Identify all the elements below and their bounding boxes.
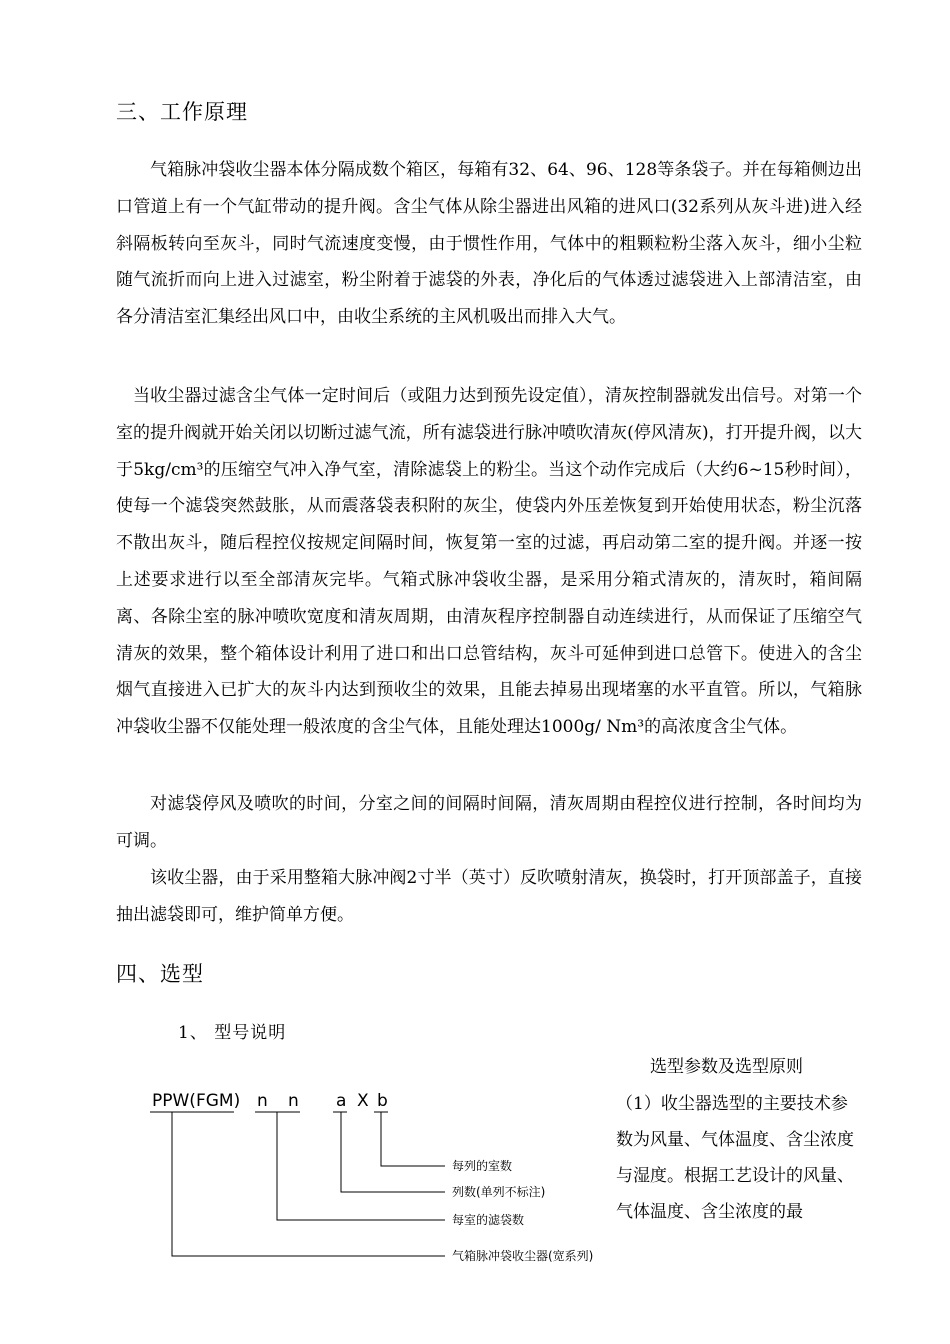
section-3-title: 三、工作原理 bbox=[116, 100, 248, 124]
code-n2: n bbox=[288, 1091, 299, 1111]
selection-params-text: （1）收尘器选型的主要技术参数为风量、气体温度、含尘浓度与湿度。根据工艺设计的风量、气体温度、含尘浓度的最 bbox=[616, 1094, 854, 1222]
section-3-paragraph-2: 当收尘器过滤含尘气体一定时间后（或阻力达到预先设定值），清灰控制器就发出信号。对第一个室的提升阀就开始关闭以切断过滤气流，所有滤袋进行脉冲喷吹清灰(停风清灰)，打开提升阀，以大于5kg/cm³的压缩空气冲入净气室，清除滤袋上的粉尘。当这个动作完成后（大约6~15秒时间），使每一个滤袋突然鼓胀，从而震落袋表积附的灰尘，使袋内外压差恢复到开始使用状态，粉尘沉落不散出灰斗，随后程控仪按规定间隔时间，恢复第一室的过滤，再启动第二室的提升阀。并逐一按上述要求进行以至全部清灰完毕。气箱式脉冲袋收尘器，是采用分箱式清灰的，清灰时，箱间隔离、各除尘室的脉冲喷吹宽度和清灰周期，由清灰程序控制器自动连续进行，从而保证了压缩空气清灰的效果，整个箱体设计利用了进口和出口总管结构，灰斗可延伸到进口总管下。使进入的含尘烟气直接进入已扩大的灰斗内达到预收尘的效果，且能去掉易出现堵塞的水平直管。所以，气箱脉冲袋收尘器不仅能处理一般浓度的含尘气体，且能处理达1000g/ Nm³的高浓度含尘气体。 bbox=[116, 386, 862, 738]
label-product-name: 气箱脉冲袋收尘器(宽系列) bbox=[452, 1249, 594, 1263]
label-rooms-per-column: 每列的室数 bbox=[452, 1159, 513, 1173]
code-n1: n bbox=[257, 1091, 268, 1111]
label-bags-per-room: 每室的滤袋数 bbox=[452, 1213, 525, 1227]
code-b: b bbox=[377, 1091, 388, 1111]
leader-prefix bbox=[172, 1112, 445, 1256]
code-prefix: PPW(FGM) bbox=[152, 1091, 241, 1111]
code-a: a bbox=[336, 1091, 347, 1111]
model-code-diagram bbox=[140, 1080, 610, 1280]
selection-params-heading: 选型参数及选型原则 bbox=[650, 1057, 803, 1077]
leader-b bbox=[381, 1112, 445, 1166]
section-4-title: 四、选型 bbox=[116, 962, 204, 986]
section-3-paragraph-3: 对滤袋停风及喷吹的时间，分室之间的间隔时间隔，清灰周期由程控仪进行控制，各时间均为可调。 bbox=[116, 794, 862, 851]
section-3-paragraph-4: 该收尘器，由于采用整箱大脉冲阀2寸半（英寸）反吹喷射清灰，换袋时，打开顶部盖子，直接抽出滤袋即可，维护简单方便。 bbox=[116, 868, 862, 925]
code-x: X bbox=[357, 1091, 369, 1111]
label-column-count: 列数(单列不标注) bbox=[452, 1185, 546, 1199]
leader-a bbox=[341, 1112, 445, 1192]
section-3-paragraph-1: 气箱脉冲袋收尘器本体分隔成数个箱区，每箱有32、64、96、128等条袋子。并在每箱侧边出口管道上有一个气缸带动的提升阀。含尘气体从除尘器进出风箱的进风口(32系列从灰斗进)进入经斜隔板转向至灰斗，同时气流速度变慢，由于惯性作用，气体中的粗颗粒粉尘落入灰斗，细小尘粒随气流折而向上进入过滤室，粉尘附着于滤袋的外表，净化后的气体透过滤袋进入上部清洁室，由各分清洁室汇集经出风口中，由收尘系统的主风机吸出而排入大气。 bbox=[116, 160, 862, 328]
subsection-model-description: 1、 型号说明 bbox=[178, 1023, 287, 1043]
